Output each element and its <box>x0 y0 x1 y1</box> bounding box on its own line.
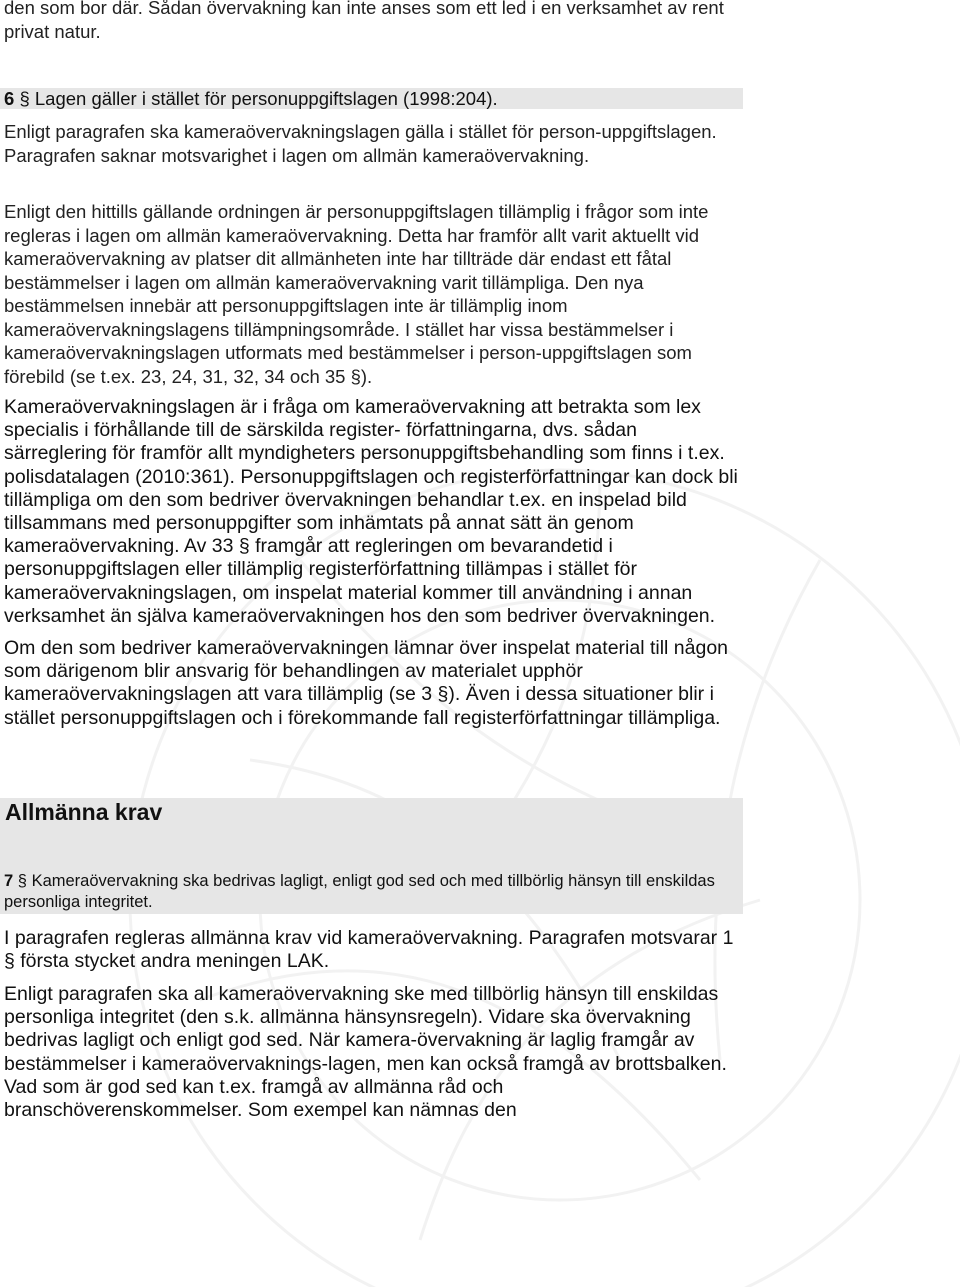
section-7-title: Kameraövervakning ska bedrivas lagligt, enligt god sed och med tillbörlig hänsyn till enskildas personliga integritet. <box>4 872 715 911</box>
comment-6-paragraph-4: Om den som bedriver kameraövervakningen lämnar över inspelat material till någon som därigenom blir ansvarig för behandlingen av materialet upphör kameraövervakningslagen att vara tillämplig (se 3 §). Även i dessa situationer blir i stället personuppgiftslagen och i förekommande fall registerförfattningar tillämpliga. <box>4 637 729 729</box>
section-7-number: 7 <box>4 872 14 890</box>
comment-7-paragraph-2: Enligt paragrafen ska all kameraövervakning ske med tillbörlig hänsyn till enskildas personliga integritet (den s.k. allmänna hänsynsregeln). Vidare ska övervakning bedrivas lagligt och enligt god sed. När kamera-övervakning är laglig framgår av bestämmelser i kameraövervaknings-lagen, men kan också framgå av brottsbalken. Vad som är god sed kan t.ex. framgå av allmänna råd och branschöverenskommelser. Som exempel kan nämnas den <box>4 983 727 1122</box>
comment-6-paragraph-3: Kameraövervakningslagen är i fråga om kameraövervakning att betrakta som lex specialis i förhållande till de särskilda register- författningarna, dvs. sådan särreglering för framför allt myndigheters personuppgiftsbehandling som finns i t.ex. polisdatalagen (2010:361). Personuppgiftslagen och registerförfattningar kan dock bli tillämpliga om den som bedriver övervakningen behandlar t.ex. en inspelad bild tillsammans med personuppgifter som inhämtats på annat sätt än genom kameraövervakning. Av 33 § framgår att regleringen om bevarandetid i personuppgiftslagen eller tillämplig registerförfattning tillämpas i stället för kameraövervakningslagen, om inspelat material kommer till användning i annan verksamhet än själva kameraövervakningen hos den som bedriver övervakningen. <box>4 396 738 627</box>
section-6-title: Lagen gäller i stället för personuppgiftslagen (1998:204). <box>34 88 498 109</box>
comment-7-paragraph-1: I paragrafen regleras allmänna krav vid kameraövervakning. Paragrafen motsvarar 1 § första stycket andra meningen LAK. <box>4 927 734 973</box>
intro-paragraph: den som bor där. Sådan övervakning kan inte anses som ett led i en verksamhet av rent privat natur. <box>4 0 724 42</box>
section-symbol-icon: § <box>17 872 27 890</box>
section-7-statute <box>4 871 739 913</box>
section-6-number: 6 <box>4 88 15 109</box>
comment-6-paragraph-1: Enligt paragrafen ska kameraövervakningslagen gälla i stället för person-uppgiftslagen. Paragrafen saknar motsvarighet i lagen om allmän kameraövervakning. <box>4 121 717 166</box>
section-symbol-icon: § <box>19 88 30 109</box>
section-6-statute <box>4 87 498 111</box>
section-heading: Allmänna krav <box>5 799 163 825</box>
comment-6-paragraph-2: Enligt den hittills gällande ordningen är personuppgiftslagen tillämplig i frågor som inte regleras i lagen om allmän kameraövervakning. Detta har framför allt varit aktuellt vid kameraövervakning av platser dit allmänheten inte har tillträde där endast ett fåtal bestämmelser i lagen om allmän kameraövervakning varit tillämpliga. Den nya bestämmelsen innebär att personuppgiftslagen inte är tillämplig inom kameraövervakningslagens tillämpningsområde. I stället har vissa bestämmelser i kameraövervakningslagen utformats med bestämmelser i person-uppgiftslagen som förebild (se t.ex. 23, 24, 31, 32, 34 och 35 §). <box>4 201 709 387</box>
